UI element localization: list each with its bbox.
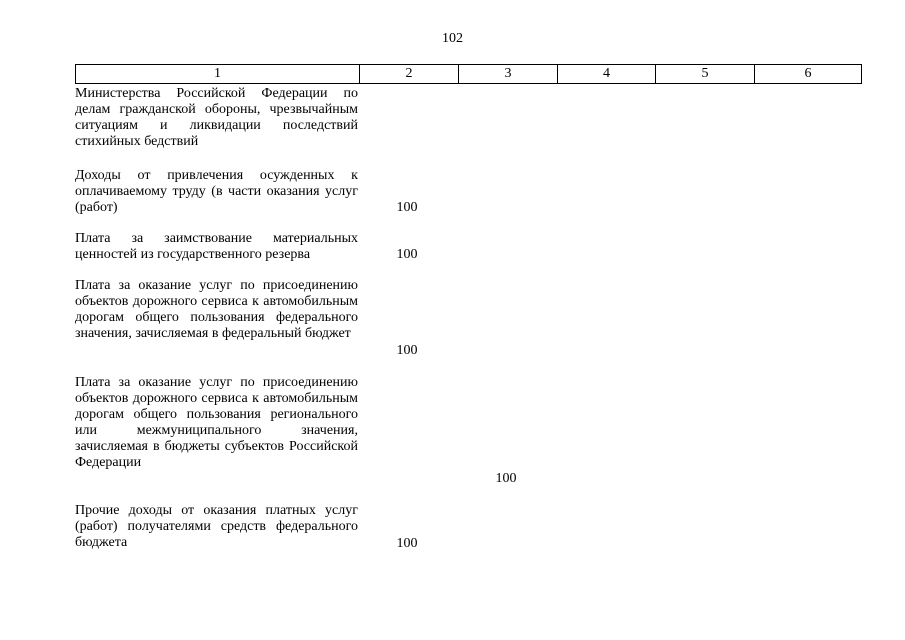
header-col-4: 4 <box>558 65 656 83</box>
entry-other-paid-services-value: 100 <box>396 536 418 551</box>
header-col-6: 6 <box>804 66 812 81</box>
entry-road-service-regional: Плата за оказание услуг по присоединению объектов дорожного сервиса к автомобильным дорогам общего пользования регионального или межмуниципального значения, зачисляемая в бюджеты субъектов Российской Федерации <box>75 375 358 470</box>
entry-state-reserve: Плата за заимствование материальных ценностей из государственного резерва <box>75 231 358 262</box>
table-header-row <box>75 64 862 84</box>
entry-road-service-federal: Плата за оказание услуг по присоединению объектов дорожного сервиса к автомобильным дорогам общего пользования федерального значения, зачисляемая в федеральный бюджет <box>75 278 358 341</box>
header-col-5: 5 <box>656 65 755 83</box>
entry-ministry-heading: Министерства Российской Федерации по делам гражданской обороны, чрезвычайным ситуациям и ликвидации последствий стихийных бедствий <box>75 86 358 149</box>
entry-other-paid-services: Прочие доходы от оказания платных услуг (работ) получателями средств федерального бюджета <box>75 503 358 550</box>
entry-road-service-federal-value: 100 <box>396 343 418 358</box>
page-number: 102 <box>442 31 463 46</box>
entry-state-reserve-value: 100 <box>396 247 418 262</box>
entry-road-service-regional-value: 100 <box>495 471 517 486</box>
entry-convict-labor-value: 100 <box>396 200 418 215</box>
header-col-3: 3 <box>459 65 558 83</box>
header-col-1: 1 <box>76 65 360 83</box>
entry-convict-labor: Доходы от привлечения осужденных к оплачиваемому труду (в части оказания услуг (работ) <box>75 168 358 215</box>
header-col-2: 2 <box>360 65 459 83</box>
